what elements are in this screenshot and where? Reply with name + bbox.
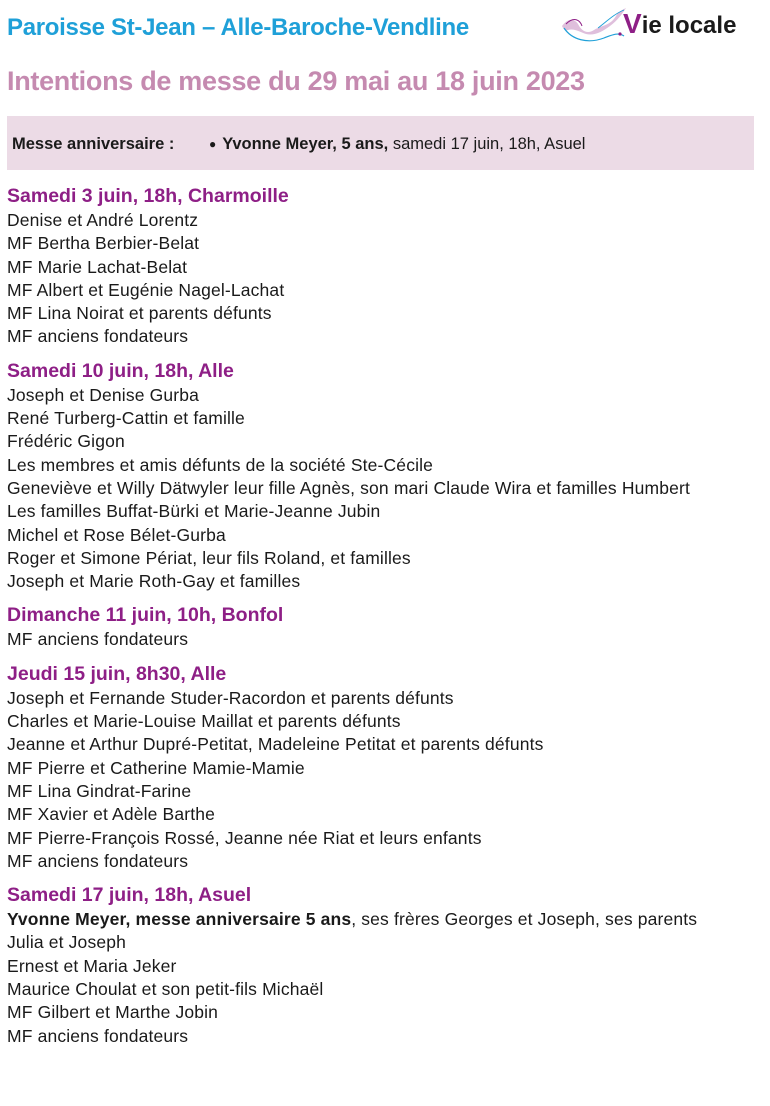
intention-line xyxy=(7,733,763,756)
intention-text: MF Bertha Berbier-Belat xyxy=(7,233,200,254)
intention-line xyxy=(7,500,763,523)
intention-text: Joseph et Fernande Studer-Racordon et parents défunts xyxy=(7,687,454,708)
intention-text: MF anciens fondateurs xyxy=(7,326,189,347)
intention-line xyxy=(7,232,763,255)
intention-text: MF Gilbert et Marthe Jobin xyxy=(7,1002,219,1023)
section-name-rest: ie locale xyxy=(641,12,737,39)
intention-text: Michel et Rose Bélet-Gurba xyxy=(7,524,226,545)
intention-line xyxy=(7,1001,763,1024)
intention-line xyxy=(7,687,763,710)
intention-line xyxy=(7,302,763,325)
mass-title: Samedi 3 juin, 18h, Charmoille xyxy=(7,185,289,207)
intention-line xyxy=(7,628,763,651)
mass-section xyxy=(7,882,763,1048)
intention-text: Les familles Buffat-Bürki et Marie-Jeanne Jubin xyxy=(7,501,381,522)
intention-text: , ses frères Georges et Joseph, ses parents xyxy=(351,909,698,930)
mass-section xyxy=(7,183,763,349)
intention-text: Jeanne et Arthur Dupré-Petitat, Madeleine Petitat et parents défunts xyxy=(7,734,544,755)
banner-entry xyxy=(209,135,585,154)
intention-text: Ernest et Maria Jeker xyxy=(7,955,177,976)
intention-text: MF Xavier et Adèle Barthe xyxy=(7,804,216,825)
intention-text: MF anciens fondateurs xyxy=(7,850,189,871)
banner-entry-bold: Yvonne Meyer, 5 ans, xyxy=(222,135,389,153)
mass-section xyxy=(7,602,763,651)
intention-bold: Yvonne Meyer, messe anniversaire 5 ans xyxy=(7,909,352,930)
page-subtitle: Intentions de messe du 29 mai au 18 juin 2023 xyxy=(7,66,585,96)
intention-line xyxy=(7,547,763,570)
intention-line xyxy=(7,955,763,978)
mass-section xyxy=(7,661,763,873)
banner-entry-rest: samedi 17 juin, 18h, Asuel xyxy=(388,135,586,153)
intention-line xyxy=(7,325,763,348)
intention-line xyxy=(7,931,763,954)
intention-line xyxy=(7,384,763,407)
mass-title: Dimanche 11 juin, 10h, Bonfol xyxy=(7,604,284,627)
intention-text: Joseph et Denise Gurba xyxy=(7,384,200,405)
intention-line xyxy=(7,256,763,279)
intention-line xyxy=(7,407,763,430)
intention-line xyxy=(7,850,763,873)
intention-text: Frédéric Gigon xyxy=(7,431,125,452)
intention-line xyxy=(7,477,763,500)
mass-title: Samedi 17 juin, 18h, Asuel xyxy=(7,884,252,907)
intention-line xyxy=(7,827,763,850)
intention-line xyxy=(7,710,763,733)
intention-line xyxy=(7,570,763,593)
banner-label: Messe anniversaire : xyxy=(12,135,175,153)
mass-title: Samedi 10 juin, 18h, Alle xyxy=(7,359,234,382)
intention-text: MF anciens fondateurs xyxy=(7,629,189,650)
bullet-icon: ● xyxy=(209,137,217,151)
section-name xyxy=(623,8,736,40)
intention-line xyxy=(7,1025,763,1048)
intention-text: MF Lina Noirat et parents défunts xyxy=(7,303,272,324)
section-initial: V xyxy=(623,8,642,39)
dove-logo-icon xyxy=(558,4,630,48)
anniversary-banner xyxy=(7,116,754,170)
intention-line xyxy=(7,803,763,826)
parish-title: Paroisse St-Jean – Alle-Baroche-Vendline xyxy=(7,14,469,41)
intention-text: MF Pierre et Catherine Mamie-Mamie xyxy=(7,757,305,778)
intention-text: MF Lina Gindrat-Farine xyxy=(7,780,192,801)
intention-text: Roger et Simone Périat, leur fils Roland, et familles xyxy=(7,547,411,568)
intention-line xyxy=(7,209,763,232)
intention-line xyxy=(7,978,763,1001)
intention-line xyxy=(7,780,763,803)
intention-text: MF Pierre-François Rossé, Jeanne née Riat et leurs enfants xyxy=(7,827,482,848)
intention-text: René Turberg-Cattin et famille xyxy=(7,408,245,429)
intention-text: MF anciens fondateurs xyxy=(7,1025,189,1046)
intention-line xyxy=(7,430,763,453)
intention-line xyxy=(7,757,763,780)
intention-line xyxy=(7,279,763,302)
intention-text: Julia et Joseph xyxy=(7,932,126,953)
mass-title: Jeudi 15 juin, 8h30, Alle xyxy=(7,662,227,685)
intention-line xyxy=(7,908,763,931)
mass-section xyxy=(7,358,763,594)
intention-text: Maurice Choulat et son petit-fils Michaël xyxy=(7,979,324,1000)
page-header xyxy=(0,0,770,56)
intention-text: Les membres et amis défunts de la société Ste-Cécile xyxy=(7,454,434,475)
intention-text: Denise et André Lorentz xyxy=(7,210,199,230)
intention-text: MF Marie Lachat-Belat xyxy=(7,256,188,277)
mass-intentions-list xyxy=(7,183,763,1057)
intention-line xyxy=(7,454,763,477)
intention-text: Geneviève et Willy Dätwyler leur fille Agnès, son mari Claude Wira et familles Humbert xyxy=(7,477,691,498)
intention-text: Charles et Marie-Louise Maillat et parents défunts xyxy=(7,711,401,732)
intention-text: MF Albert et Eugénie Nagel-Lachat xyxy=(7,279,285,300)
intention-text: Joseph et Marie Roth-Gay et familles xyxy=(7,571,301,592)
intention-line xyxy=(7,524,763,547)
